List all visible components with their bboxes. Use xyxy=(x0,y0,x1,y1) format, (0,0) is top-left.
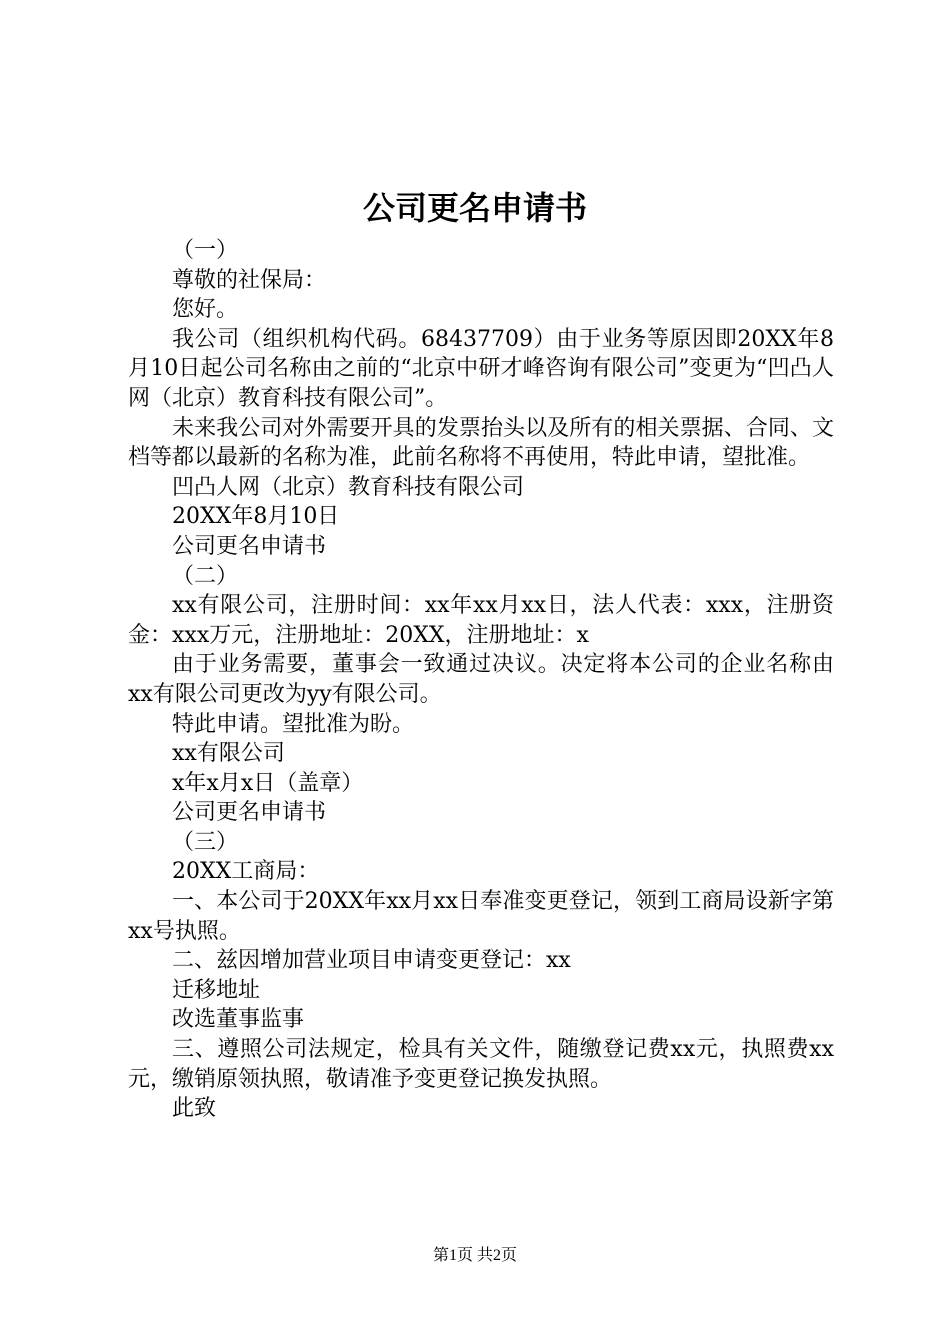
list-item: 改选董事监事 xyxy=(172,1007,305,1033)
section-heading: 公司更名申请书 xyxy=(172,800,327,826)
closing-paragraph: 此致 xyxy=(172,1096,217,1122)
signature-date: x年x月x日（盖章） xyxy=(172,770,364,796)
body-paragraph: 我公司（组织机构代码。68437709）由于业务等原因即20XX年8月10日起公司名称由之前的“北京中研才峰咨询有限公司”变更为“凹凸人网（北京）教育科技有限公司”。 xyxy=(128,326,834,411)
body-paragraph: 一、本公司于20XX年xx月xx日奉准变更登记，领到工商局设新字第xx号执照。 xyxy=(128,889,834,944)
document-title: 公司更名申请书 xyxy=(362,189,587,227)
body-paragraph: 未来我公司对外需要开具的发票抬头以及所有的相关票据、合同、文档等都以最新的名称为准，此前名称将不再使用，特此申请，望批准。 xyxy=(128,415,834,471)
body-paragraph: 由于业务需要，董事会一致通过决议。决定将本公司的企业名称由xx有限公司更改为yy有限公司。 xyxy=(128,652,834,707)
body-paragraph: 二、兹因增加营业项目申请变更登记：xx xyxy=(172,948,571,974)
greeting-paragraph: 您好。 xyxy=(172,297,239,323)
salutation-paragraph: 20XX工商局： xyxy=(172,859,320,885)
section-marker-3: （三） xyxy=(172,829,239,855)
salutation-paragraph: 尊敬的社保局： xyxy=(172,267,327,293)
body-paragraph: 特此申请。望批准为盼。 xyxy=(172,711,415,737)
signature-company: 凹凸人网（北京）教育科技有限公司 xyxy=(172,474,525,500)
page-footer: 第1页 共2页 xyxy=(432,1247,517,1264)
document-body xyxy=(128,236,834,1124)
section-heading: 公司更名申请书 xyxy=(172,533,327,559)
section-marker-1: （一） xyxy=(172,238,239,263)
section-marker-2: （二） xyxy=(172,563,239,589)
list-item: 迁移地址 xyxy=(172,977,261,1003)
body-paragraph: xx有限公司，注册时间：xx年xx月xx日，法人代表：xxx，注册资金：xxx万元，注册地址：20XX，注册地址：x xyxy=(128,593,834,648)
signature-date: 20XX年8月10日 xyxy=(172,504,340,530)
signature-company: xx有限公司 xyxy=(172,741,285,767)
body-paragraph: 三、遵照公司法规定，检具有关文件，随缴登记费xx元，执照费xx元，缴销原领执照，敬请准予变更登记换发执照。 xyxy=(128,1037,834,1092)
